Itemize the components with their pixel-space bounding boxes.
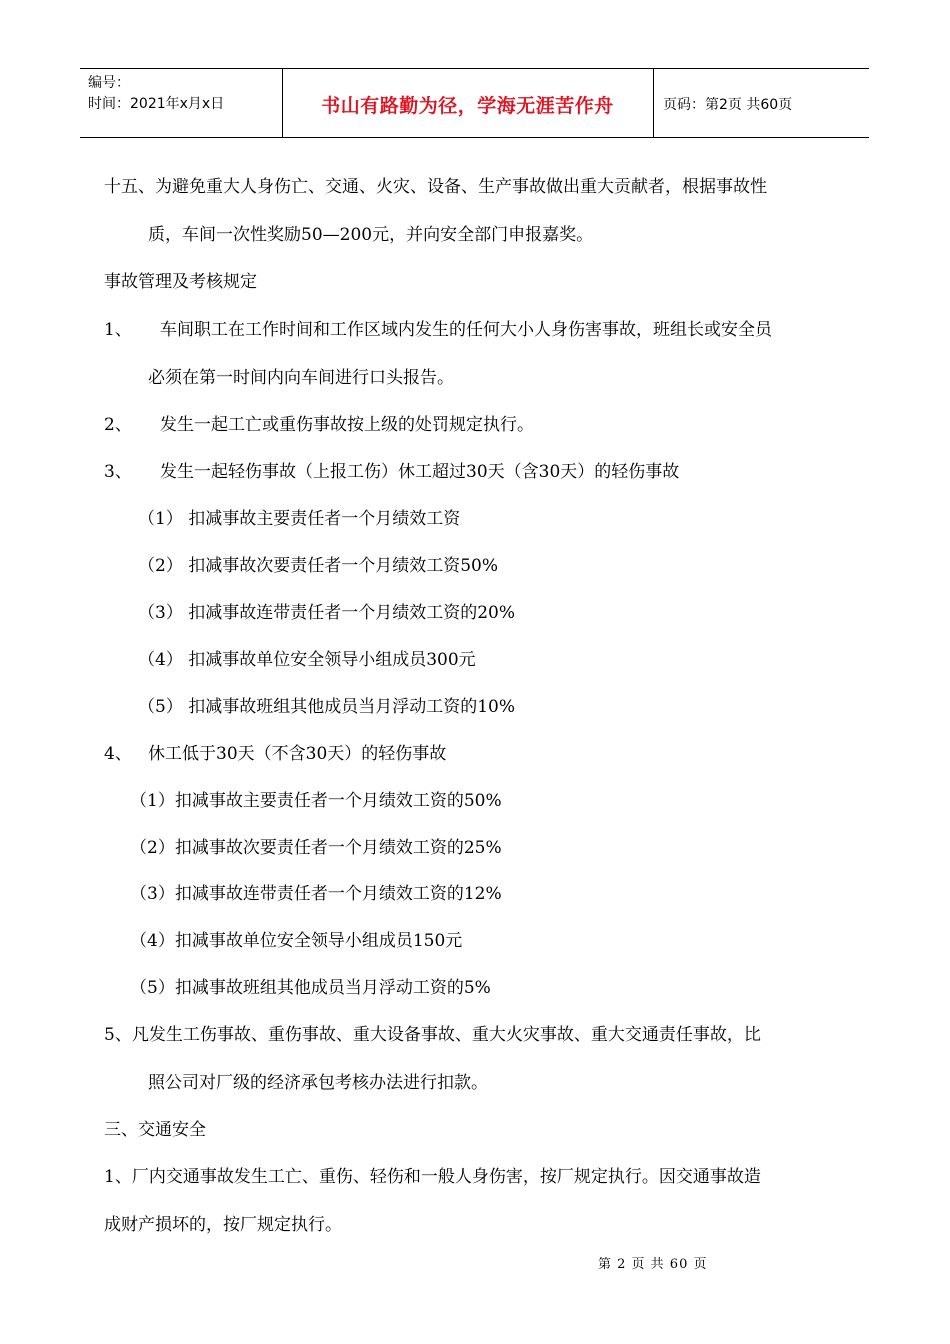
time-label: 时间：2021年x月x日 xyxy=(88,96,225,112)
list-number: 4、 xyxy=(104,744,132,764)
page-footer: 第 2 页 共 60 页 xyxy=(598,1257,708,1272)
paragraph-line: 质，车间一次性奖励50—200元，并向安全部门申报嘉奖。 xyxy=(148,225,594,245)
list-item: 车间职工在工作时间和工作区域内发生的任何大小人身伤害事故，班组长或安全员 xyxy=(160,320,772,340)
sub-list-item: （5） 扣减事故班组其他成员当月浮动工资的10% xyxy=(138,697,516,717)
section-heading: 三、交通安全 xyxy=(104,1120,206,1140)
paragraph-line: 成财产损坏的，按厂规定执行。 xyxy=(104,1215,342,1235)
list-number: 2、 xyxy=(104,415,132,435)
sub-list-item: （3）扣减事故连带责任者一个月绩效工资的12% xyxy=(130,884,502,904)
header-table xyxy=(80,68,869,138)
sub-list-item: （4） 扣减事故单位安全领导小组成员300元 xyxy=(138,650,476,670)
list-number: 1、 xyxy=(104,320,132,340)
paragraph-line: 1、厂内交通事故发生工亡、重伤、轻伤和一般人身伤害，按厂规定执行。因交通事故造 xyxy=(104,1167,761,1187)
sub-list-item: （1） 扣减事故主要责任者一个月绩效工资 xyxy=(138,509,461,529)
paragraph-line: 必须在第一时间内向车间进行口头报告。 xyxy=(148,368,454,388)
list-number: 3、 xyxy=(104,462,132,482)
header-left-cell xyxy=(88,73,224,115)
paragraph-line: 十五、为避免重大人身伤亡、交通、火灾、设备、生产事故做出重大贡献者，根据事故性 xyxy=(104,177,767,197)
sub-list-item: （4）扣减事故单位安全领导小组成员150元 xyxy=(130,931,463,951)
section-heading: 事故管理及考核规定 xyxy=(104,272,257,292)
header-divider xyxy=(653,69,654,137)
header-page-info: 页码：第2页 共60页 xyxy=(663,97,793,113)
list-item: 休工低于30天（不含30天）的轻伤事故 xyxy=(148,744,447,764)
paragraph-line: 照公司对厂级的经济承包考核办法进行扣款。 xyxy=(148,1073,488,1093)
sub-list-item: （5）扣减事故班组其他成员当月浮动工资的5% xyxy=(130,978,491,998)
sub-list-item: （3） 扣减事故连带责任者一个月绩效工资的20% xyxy=(138,603,516,623)
list-item: 发生一起工亡或重伤事故按上级的处罚规定执行。 xyxy=(160,415,534,435)
sub-list-item: （2）扣减事故次要责任者一个月绩效工资的25% xyxy=(130,838,502,858)
list-item: 发生一起轻伤事故（上报工伤）休工超过30天（含30天）的轻伤事故 xyxy=(160,462,680,482)
sub-list-item: （2） 扣减事故次要责任者一个月绩效工资50% xyxy=(138,556,499,576)
number-label: 编号： xyxy=(88,75,130,91)
sub-list-item: （1）扣减事故主要责任者一个月绩效工资的50% xyxy=(130,791,502,811)
header-motto: 书山有路勤为径，学海无涯苦作舟 xyxy=(321,95,614,117)
paragraph-line: 5、凡发生工伤事故、重伤事故、重大设备事故、重大火灾事故、重大交通责任事故，比 xyxy=(104,1025,761,1045)
